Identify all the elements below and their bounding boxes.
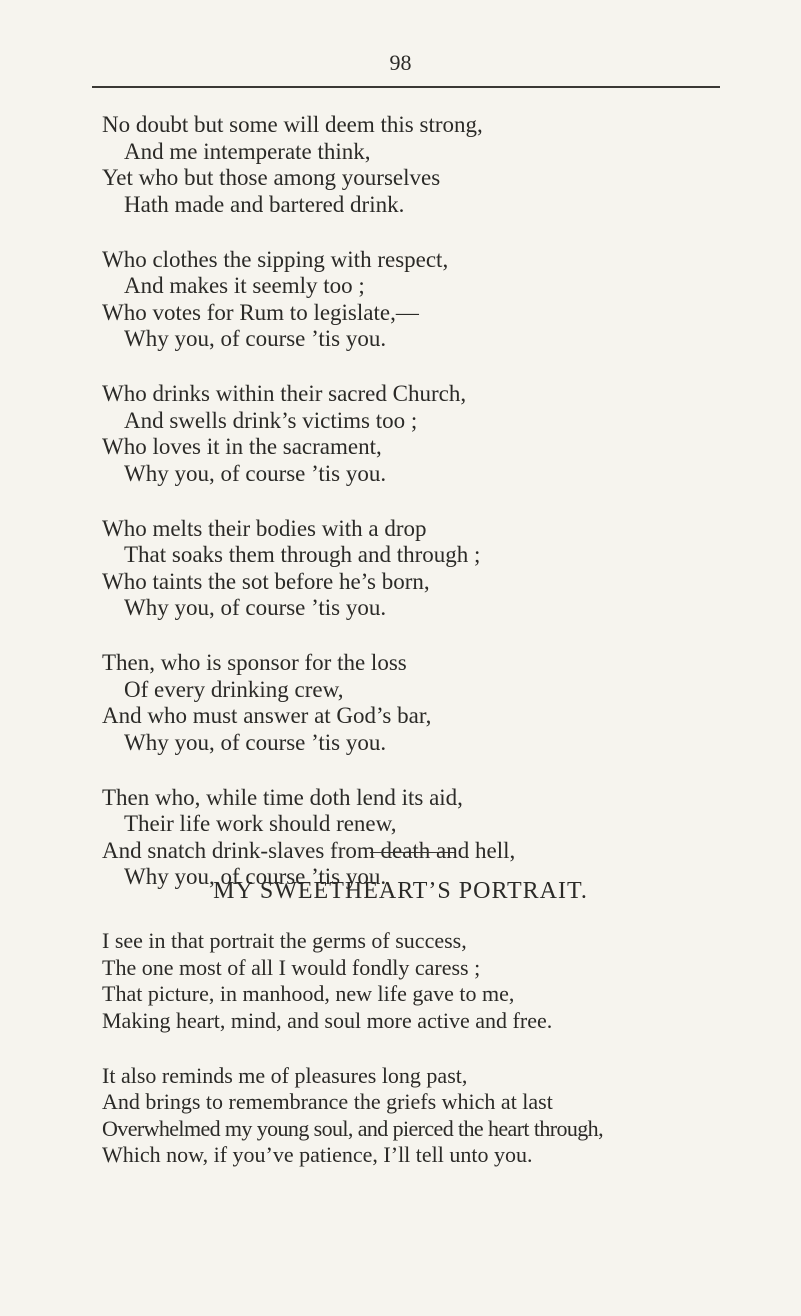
section-divider <box>370 852 456 853</box>
stanza-3 <box>102 381 782 487</box>
verse-line: Then who, while time doth lend its aid, <box>102 784 463 810</box>
verse-line: And me intemperate think, <box>124 138 371 164</box>
verse-line: I see in that portrait the germs of success, <box>102 928 467 953</box>
verse-line: Who taints the sot before he’s born, <box>102 568 430 594</box>
verse-line: Which now, if you’ve patience, I’ll tell unto you. <box>102 1142 533 1167</box>
stanza-2 <box>102 1063 792 1169</box>
verse-line: And who must answer at God’s bar, <box>102 703 432 728</box>
verse-line: Their life work should renew, <box>124 811 397 836</box>
stanza-5 <box>102 650 782 756</box>
verse-line: Then, who is sponsor for the loss <box>102 650 407 675</box>
stanza-1 <box>102 112 782 218</box>
verse-line: Overwhelmed my young soul, and pierced the heart through, <box>102 1115 603 1141</box>
verse-line: Why you, of course ’tis you. <box>124 729 387 755</box>
verse-line: Yet who but those among yourselves <box>102 165 441 190</box>
verse-line: It also reminds me of pleasures long past, <box>102 1062 468 1088</box>
verse-line: That soaks them through and through ; <box>124 542 481 567</box>
verse-line: Hath made and bartered drink. <box>124 191 405 217</box>
verse-line: Why you, of course ’tis you. <box>124 864 387 889</box>
verse-line: Who votes for Rum to legislate,— <box>102 299 419 325</box>
poem-title: MY SWEETHEART’S PORTRAIT. <box>213 878 588 904</box>
verse-line: The one most of all I would fondly caress ; <box>102 954 481 980</box>
verse-line: Who loves it in the sacrament, <box>102 434 382 459</box>
verse-line: Why you, of course ’tis you. <box>124 326 387 351</box>
header-rule <box>92 86 720 88</box>
page-number: 98 <box>389 50 412 75</box>
verse-line: Why you, of course ’tis you. <box>124 460 387 486</box>
stanza-4 <box>102 516 782 622</box>
poem-body <box>102 112 782 919</box>
stanza-1 <box>102 928 792 1034</box>
stanza-6 <box>102 785 782 891</box>
verse-line: Making heart, mind, and soul more active and free. <box>102 1007 553 1033</box>
verse-line: Who drinks within their sacred Church, <box>102 381 467 406</box>
stanza-2 <box>102 247 782 353</box>
verse-line: Who clothes the sipping with respect, <box>102 246 449 272</box>
next-poem-body <box>102 928 792 1197</box>
verse-line: Of every drinking crew, <box>124 676 344 702</box>
verse-line: And makes it seemly too ; <box>124 273 365 298</box>
verse-line: That picture, in manhood, new life gave to me, <box>102 981 515 1006</box>
verse-line: And swells drink’s victims too ; <box>124 407 418 433</box>
verse-line: No doubt but some will deem this strong, <box>102 112 483 137</box>
verse-line: Who melts their bodies with a drop <box>102 515 427 541</box>
verse-line: And snatch drink-slaves from death and hell, <box>102 837 516 863</box>
verse-line: Why you, of course ’tis you. <box>124 595 387 620</box>
verse-line: And brings to remembrance the griefs which at last <box>102 1089 553 1114</box>
